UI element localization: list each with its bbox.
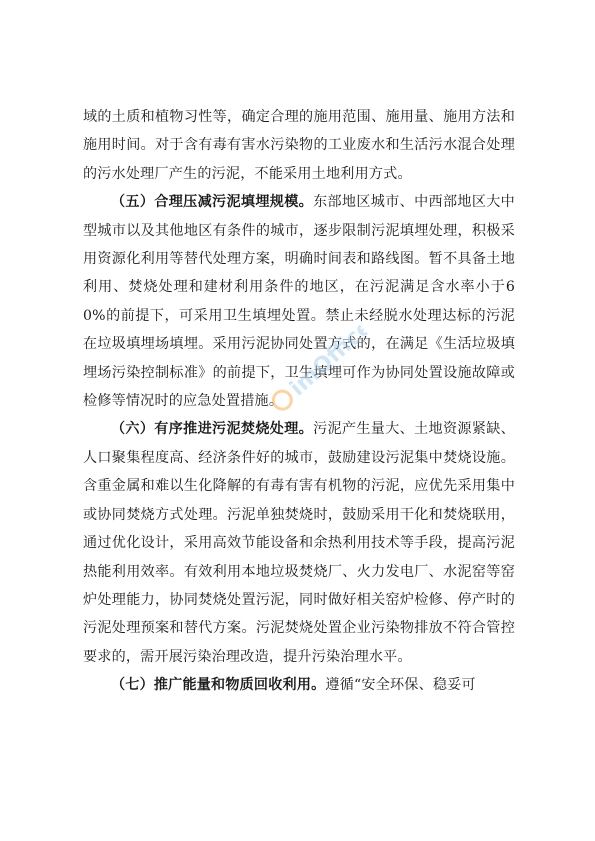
paragraph-incineration [83, 415, 515, 671]
section-heading-6: （六）有序推进污泥焚烧处理。 [111, 421, 314, 438]
paragraph-text: 域的土质和植物习性等，确定合理的施用范围、施用量、施用方法和施用时间。对于含有毒有害水污染物的工业废水和生活污水混合处理的污水处理厂产生的污泥，不能采用土地利用方式。 [83, 109, 515, 182]
paragraph-text: 污泥产生量大、土地资源紧缺、人口聚集程度高、经济条件好的城市，鼓励建设污泥集中焚烧设施。含重金属和难以生化降解的有毒有害有机物的污泥，应优先采用集中或协同焚烧方式处理。污泥单独焚烧时，鼓励采用干化和焚烧联用，通过优化设计，采用高效节能设备和余热利用技术等手段，提高污泥热能利用效率。有效利用本地垃圾焚烧厂、火力发电厂、水泥窑等窑炉处理能力，协同焚烧处置污泥，同时做好相关窑炉检修、停产时的污泥处理预案和替代方案。污泥焚烧处置企业污染物排放不符合管控要求的，需开展污染治理改造，提升污染治理水平。 [83, 421, 515, 665]
section-heading-5: （五）合理压减污泥填埋规模。 [111, 194, 314, 211]
section-heading-7: （七）推广能量和物质回收利用。 [111, 677, 326, 694]
paragraph-landfill-reduction [83, 188, 515, 415]
paragraph-text: 遵循“安全环保、稳妥可 [325, 677, 476, 694]
document-body [83, 103, 515, 700]
paragraph-energy-recovery [83, 671, 515, 699]
paragraph-text: 东部地区城市、中西部地区大中型城市以及其他地区有条件的城市，逐步限制污泥填埋处理，积极采用资源化利用等替代处理方案，明确时间表和路线图。暂不具备土地利用、焚烧处理和建材利用条件的地区，在污泥满足含水率小于60%的前提下，可采用卫生填埋处置。禁止未经脱水处理达标的污泥在垃圾填埋场填埋。采用污泥协同处置方式的，在满足《生活垃圾填埋场污染控制标准》的前提下，卫生填埋可作为协同处置设施故障或检修等情况时的应急处置措施。 [83, 194, 515, 410]
watermark-text: imOffice [285, 314, 378, 402]
paragraph-land-use-end [83, 103, 515, 188]
